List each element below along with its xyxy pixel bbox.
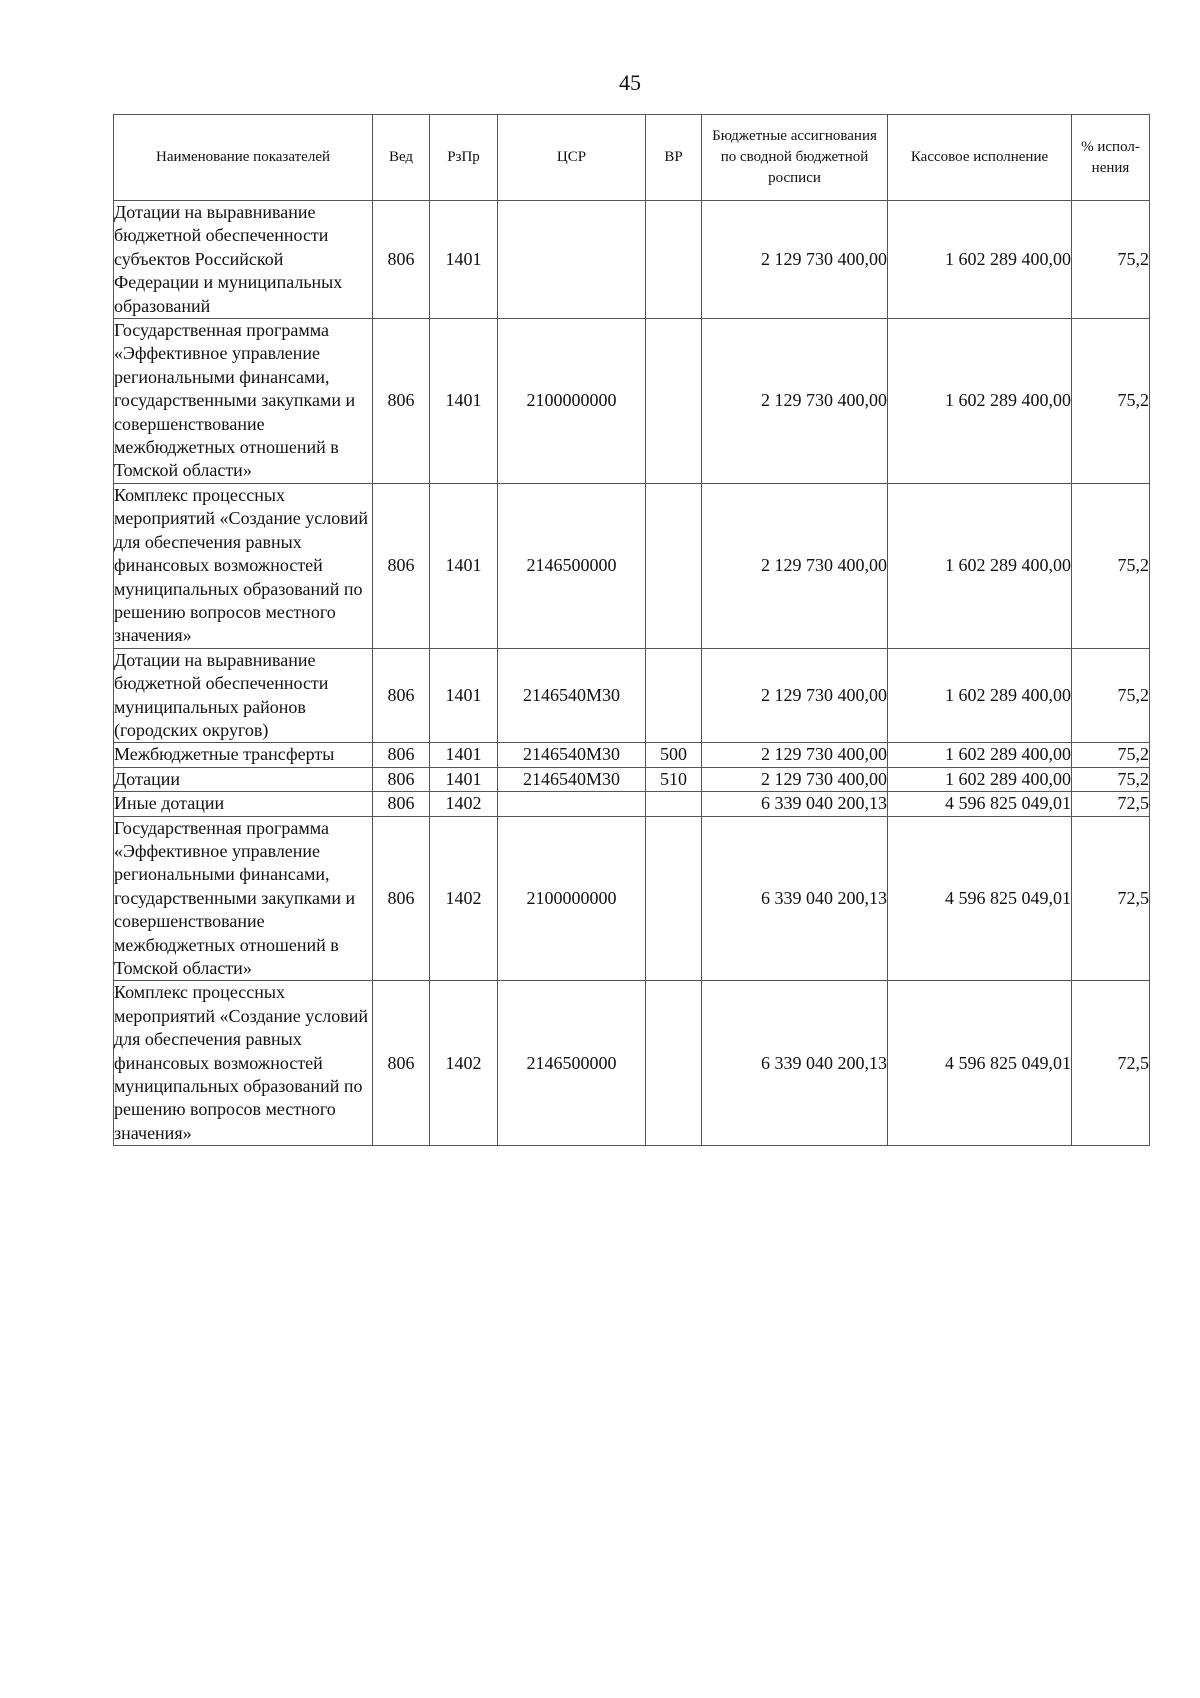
header-percent: % испол-нения: [1072, 115, 1150, 201]
row-rzpr: 1402: [430, 981, 498, 1146]
row-rzpr: 1401: [430, 319, 498, 484]
row-name: Дотации на выравнивание бюджетной обеспеченности муниципальных районов (городских округов): [114, 648, 373, 743]
row-vr: 500: [646, 743, 702, 767]
header-csr: ЦСР: [498, 115, 646, 201]
row-ved: 806: [373, 767, 430, 791]
table-row: [114, 767, 1150, 791]
row-rzpr: 1401: [430, 743, 498, 767]
row-rzpr: 1402: [430, 792, 498, 816]
row-cash: 4 596 825 049,01: [888, 792, 1072, 816]
row-ved: 806: [373, 483, 430, 648]
row-name: Дотации на выравнивание бюджетной обеспеченности субъектов Российской Федерации и муниципальных образований: [114, 201, 373, 319]
row-ved: 806: [373, 648, 430, 743]
row-budget: 2 129 730 400,00: [702, 483, 888, 648]
table-row: [114, 816, 1150, 981]
row-csr: 2146540М30: [498, 743, 646, 767]
table-header-row: [114, 115, 1150, 201]
row-rzpr: 1401: [430, 201, 498, 319]
row-name: Государственная программа «Эффективное управление региональными финансами, государственными закупками и совершенствование межбюджетных отношений в Томской области»: [114, 816, 373, 981]
row-cash: 1 602 289 400,00: [888, 767, 1072, 791]
row-budget: 2 129 730 400,00: [702, 319, 888, 484]
row-vr: [646, 816, 702, 981]
row-csr: 2100000000: [498, 816, 646, 981]
row-cash: 1 602 289 400,00: [888, 648, 1072, 743]
row-budget: 6 339 040 200,13: [702, 792, 888, 816]
row-rzpr: 1402: [430, 816, 498, 981]
page-number: 45: [619, 70, 641, 95]
row-vr: 510: [646, 767, 702, 791]
row-rzpr: 1401: [430, 483, 498, 648]
row-vr: [646, 319, 702, 484]
row-budget: 6 339 040 200,13: [702, 981, 888, 1146]
row-ved: 806: [373, 792, 430, 816]
row-name: Иные дотации: [114, 792, 373, 816]
table-row: [114, 483, 1150, 648]
table-row: [114, 648, 1150, 743]
row-name: Межбюджетные трансферты: [114, 743, 373, 767]
row-cash: 1 602 289 400,00: [888, 201, 1072, 319]
header-vr: ВР: [646, 115, 702, 201]
header-budget: Бюджетные ассигнования по сводной бюджетной росписи: [702, 115, 888, 201]
row-percent: 75,2: [1072, 319, 1150, 484]
row-percent: 75,2: [1072, 767, 1150, 791]
row-percent: 72,5: [1072, 792, 1150, 816]
table-row: [114, 743, 1150, 767]
table-row: [114, 319, 1150, 484]
row-name: Комплекс процессных мероприятий «Создание условий для обеспечения равных финансовых возможностей муниципальных образований по решению вопросов местного значения»: [114, 483, 373, 648]
row-csr: 2100000000: [498, 319, 646, 484]
row-budget: 2 129 730 400,00: [702, 648, 888, 743]
table-row: [114, 201, 1150, 319]
row-name: Государственная программа «Эффективное управление региональными финансами, государственными закупками и совершенствование межбюджетных отношений в Томской области»: [114, 319, 373, 484]
row-rzpr: 1401: [430, 767, 498, 791]
row-vr: [646, 792, 702, 816]
row-ved: 806: [373, 743, 430, 767]
row-budget: 6 339 040 200,13: [702, 816, 888, 981]
row-ved: 806: [373, 981, 430, 1146]
row-ved: 806: [373, 201, 430, 319]
row-name: Комплекс процессных мероприятий «Создание условий для обеспечения равных финансовых возможностей муниципальных образований по решению вопросов местного значения»: [114, 981, 373, 1146]
row-csr: 2146540М30: [498, 648, 646, 743]
header-rzpr: РзПр: [430, 115, 498, 201]
row-csr: [498, 201, 646, 319]
row-vr: [646, 981, 702, 1146]
row-cash: 1 602 289 400,00: [888, 483, 1072, 648]
row-vr: [646, 483, 702, 648]
row-budget: 2 129 730 400,00: [702, 743, 888, 767]
row-budget: 2 129 730 400,00: [702, 201, 888, 319]
row-csr: 2146500000: [498, 483, 646, 648]
row-ved: 806: [373, 816, 430, 981]
row-percent: 72,5: [1072, 816, 1150, 981]
row-percent: 75,2: [1072, 743, 1150, 767]
row-vr: [646, 648, 702, 743]
row-csr: 2146500000: [498, 981, 646, 1146]
row-name: Дотации: [114, 767, 373, 791]
table-row: [114, 792, 1150, 816]
header-name: Наименование показателей: [114, 115, 373, 201]
row-cash: 4 596 825 049,01: [888, 981, 1072, 1146]
row-percent: 75,2: [1072, 483, 1150, 648]
header-ved: Вед: [373, 115, 430, 201]
row-ved: 806: [373, 319, 430, 484]
row-percent: 72,5: [1072, 981, 1150, 1146]
table-row: [114, 981, 1150, 1146]
row-budget: 2 129 730 400,00: [702, 767, 888, 791]
header-cash: Кассовое исполнение: [888, 115, 1072, 201]
row-percent: 75,2: [1072, 201, 1150, 319]
row-rzpr: 1401: [430, 648, 498, 743]
row-csr: 2146540М30: [498, 767, 646, 791]
row-csr: [498, 792, 646, 816]
row-cash: 1 602 289 400,00: [888, 319, 1072, 484]
budget-execution-table: [113, 114, 1150, 1146]
row-percent: 75,2: [1072, 648, 1150, 743]
row-vr: [646, 201, 702, 319]
row-cash: 4 596 825 049,01: [888, 816, 1072, 981]
row-cash: 1 602 289 400,00: [888, 743, 1072, 767]
